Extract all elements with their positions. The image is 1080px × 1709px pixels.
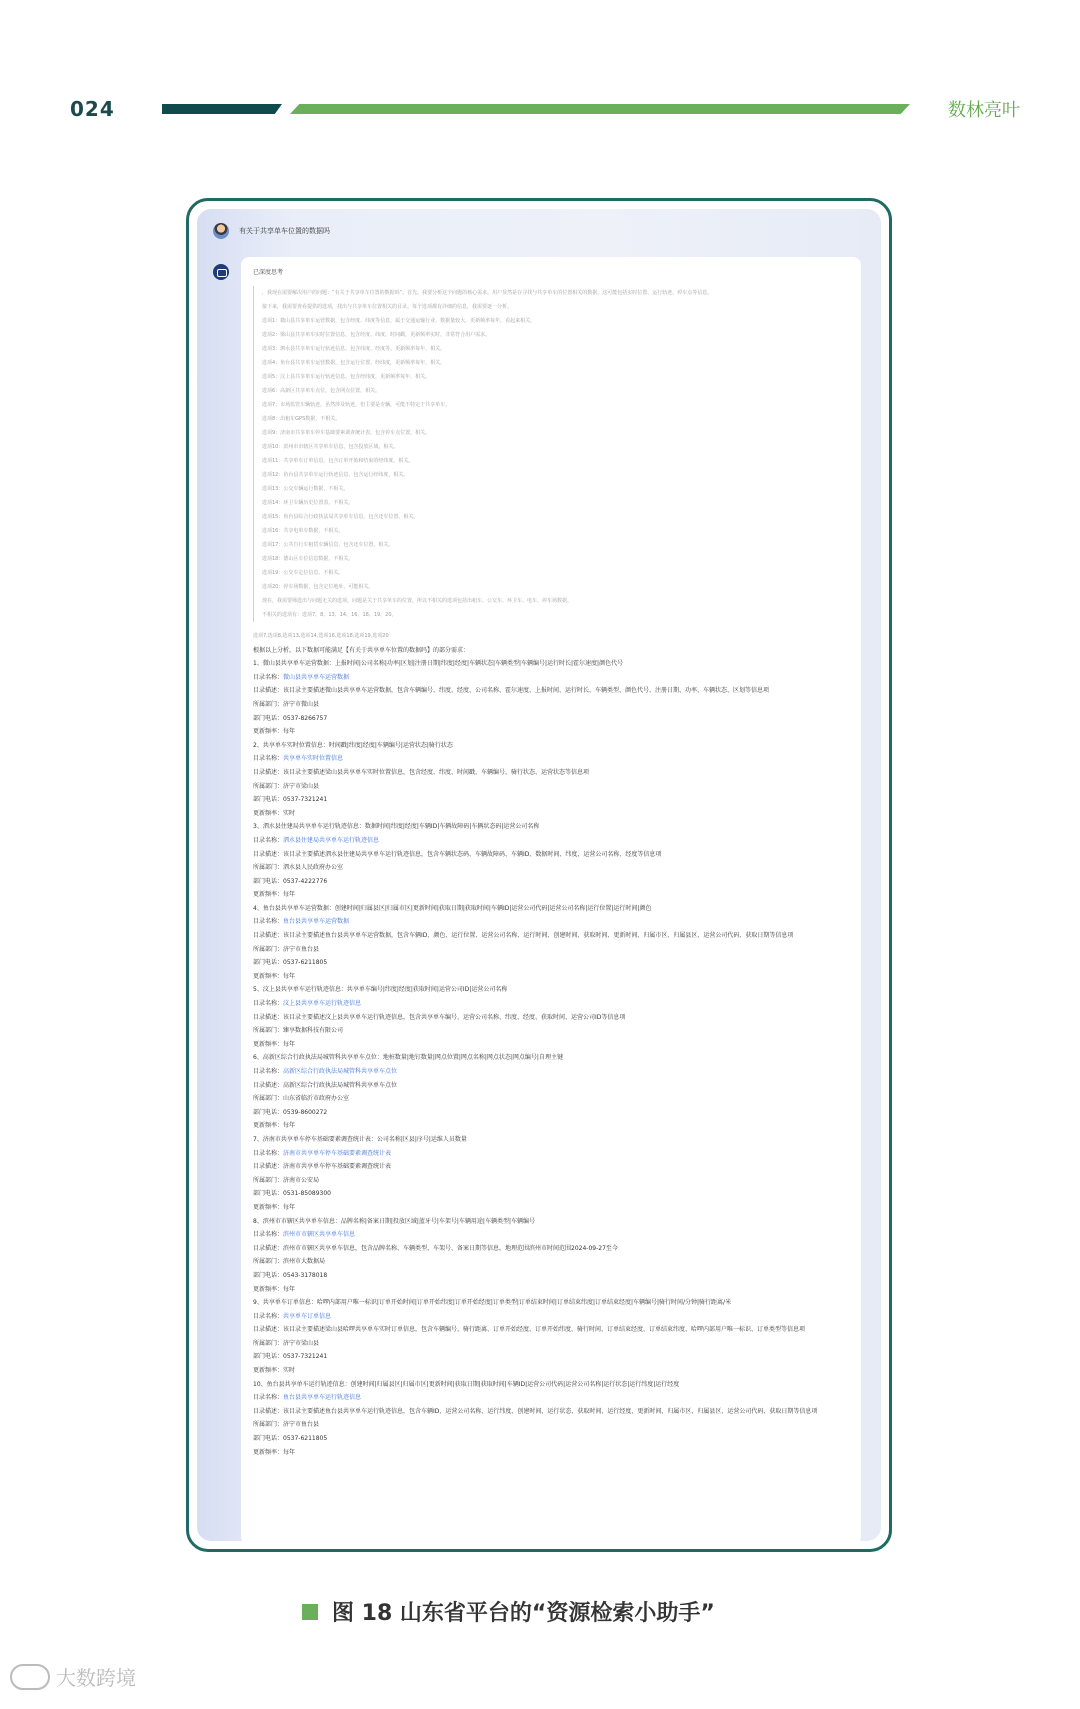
- result-title: 2、共享单车实时位置信息：时间戳|纬度|经度|车辆编号|运营状态|骑行状态: [253, 741, 453, 749]
- result-phone-value: 0537-7321241: [283, 1353, 328, 1361]
- result-freq-value: 实时: [283, 809, 296, 817]
- result-dept-row: [253, 1337, 849, 1351]
- result-desc-label: 目录描述：: [253, 850, 284, 858]
- watermark-text: 大数跨境: [56, 1666, 136, 1690]
- thinking-line: ，我现在需要解决用户的问题：“有关于共享单车位置的数据吗”。首先，我要分析这个问题的核心需求。用户显然是在寻找与共享单车的位置相关的数据，这可能包括实时位置、运行轨迹、停车点等信息。: [262, 290, 713, 296]
- figure-caption: [302, 1596, 715, 1627]
- result-title: 10、鱼台县共享单车运行轨迹信息：创建时间|归属县区|归属市区|更新时间|获取日期|获取时间|车辆ID|运营公司代码|运营公司名称|运行状态|运行纬度|运行经度: [253, 1380, 680, 1388]
- user-avatar: [213, 223, 229, 239]
- catalog-link[interactable]: 汶上县共享单车运行轨迹信息: [283, 1000, 362, 1008]
- thinking-line: 选项15：鱼台县综合行政执法局共享单车信息，包含还车位置，相关。: [262, 514, 419, 520]
- thinking-line: 选项12：鱼台县共享单车运行轨迹信息，包含运行经纬度，相关。: [262, 472, 409, 478]
- thinking-line: 选项3：泗水县共享单车运行轨迹信息，包含纬度、经度等，更新频率每年，相关。: [262, 346, 446, 352]
- brand-name: 数林亮叶: [948, 100, 1020, 121]
- catalog-link[interactable]: 泗水县住建局共享单车运行轨迹信息: [283, 836, 380, 844]
- thinking-line: 选项10：滨州市市辖区共享单车信息，包含投放区域，相关。: [262, 444, 399, 450]
- result-desc-row: [253, 1160, 849, 1174]
- assistant-answer: [241, 257, 861, 1541]
- result-catalog-label: 目录名称：: [253, 755, 284, 763]
- relevant-options: 选项7,选项8,选项13,选项14,选项16,选项18,选项19,选项20: [253, 633, 389, 639]
- result-freq-value: 每年: [283, 891, 296, 899]
- catalog-link[interactable]: 济南市共享单车停车基础要素调查统计表: [283, 1149, 392, 1157]
- result-freq-label: 更新频率：: [253, 1285, 284, 1293]
- result-desc-value: 该目录主要描述泗水县住建局共享单车运行轨迹信息，包含车辆状态码、车辆故障码、车辆ID、数据时间、纬度、运营公司名称、经度等信息项: [283, 850, 662, 858]
- thinking-line: 选项1：微山县共享单车运营数据，包含经度、纬度等信息，属于交通运输行业，数据量较大，更新频率每年，看起来相关。: [262, 318, 536, 324]
- result-desc-label: 目录描述：: [253, 1163, 284, 1171]
- result-catalog-label: 目录名称：: [253, 1394, 284, 1402]
- result-freq-label: 更新频率：: [253, 1448, 284, 1456]
- result-catalog-label: 目录名称：: [253, 836, 284, 844]
- result-dept-value: 臻享数据科技有限公司: [283, 1027, 344, 1035]
- answer-body: [253, 630, 849, 1459]
- screenshot-frame: [186, 198, 892, 1552]
- thinking-block: [253, 286, 849, 622]
- result-phone-row: [253, 1350, 849, 1364]
- thinking-line: 选项4：鱼台县共享单车运营数据，包含运行位置、经纬度，更新频率每年，相关。: [262, 360, 446, 366]
- result-title: 4、鱼台县共享单车运营数据：创建时间|归属县区|归属市区|更新时间|获取日期|获取时间|车辆ID|运营公司代码|运营公司名称|运行位置|运行时间|颜色: [253, 904, 652, 912]
- result-freq-row: [253, 1446, 849, 1460]
- result-dept-label: 所属部门：: [253, 700, 284, 708]
- result-phone-label: 部门电话：: [253, 959, 284, 967]
- result-freq-label: 更新频率：: [253, 1203, 284, 1211]
- catalog-link[interactable]: 滨州市市辖区共享单车信息: [283, 1231, 356, 1239]
- result-catalog-row: [253, 1147, 849, 1161]
- result-phone-row: [253, 1432, 849, 1446]
- result-title: 5、汶上县共享单车运行轨迹信息：共享单车编号|纬度|经度|获取时间|运营公司ID|运营公司名称: [253, 986, 508, 994]
- result-dept-row: [253, 1092, 849, 1106]
- result-title: 6、高新区综合行政执法局城管科共享单车点位：地桩数量|地钉数量|网点位置|网点名称|网点状态|网点编号|自理主键: [253, 1054, 563, 1062]
- result-title: 7、济南市共享单车停车基础要素调查统计表：公司名称|区县|序号|运维人员数量: [253, 1135, 467, 1143]
- thinking-line: 选项18：德山区车位信息数据，不相关。: [262, 556, 354, 562]
- result-dept-label: 所属部门：: [253, 1421, 284, 1429]
- result-catalog-row: [253, 1310, 849, 1324]
- result-desc-label: 目录描述：: [253, 932, 284, 940]
- result-catalog-row: [253, 671, 849, 685]
- thinking-line: 选项17：公共自行车租赁车辆信息，包含还车位置，相关。: [262, 542, 394, 548]
- thinking-line: 现在，我需要筛选出与问题无关的选项，问题是关于共享单车的位置，所以不相关的选项包括出租车、公交车、环卫车、电车、停车场数据。: [262, 598, 573, 604]
- result-phone-value: 0537-4222776: [283, 877, 328, 885]
- result-dept-value: 济南市公安局: [283, 1176, 320, 1184]
- result-catalog-row: [253, 1391, 849, 1405]
- result-dept-label: 所属部门：: [253, 864, 284, 872]
- chat-screen: [197, 209, 881, 1541]
- thinking-line: 选项8：出租车GPS数据，不相关。: [262, 416, 341, 422]
- result-dept-value: 济宁市梁山县: [283, 1339, 320, 1347]
- result-dept-value: 泗水县人民政府办公室: [283, 864, 344, 872]
- result-desc-value: 该目录主要描述梁山县共享单车实时位置信息，包含经度、纬度、时间戳、车辆编号、骑行状态、运营状态等信息项: [283, 768, 590, 776]
- result-catalog-label: 目录名称：: [253, 1312, 284, 1320]
- result-catalog-row: [253, 1228, 849, 1242]
- result-dept-row: [253, 861, 849, 875]
- watermark: [10, 1662, 136, 1691]
- result-freq-label: 更新频率：: [253, 1367, 284, 1375]
- result-dept-value: 济宁市鱼台县: [283, 1421, 320, 1429]
- result-phone-label: 部门电话：: [253, 1190, 284, 1198]
- catalog-link[interactable]: 微山县共享单车运营数据: [283, 673, 350, 681]
- thinking-line: 选项7：市场监管车辆轨迹，虽然涉及轨迹，但主要是专辆，可能不特定于共享单车。: [262, 402, 451, 408]
- result-title: 8、滨州市市辖区共享单车信息：品牌名称|备案日期|投放区域|蓝牙号|车架号|车辆用途|车辆类型|车辆编号: [253, 1217, 535, 1225]
- thinking-line: 选项13：公交车辆运行数据，不相关。: [262, 486, 349, 492]
- result-desc-label: 目录描述：: [253, 1407, 284, 1415]
- header-bar-green: [290, 104, 910, 114]
- result-freq-label: 更新频率：: [253, 728, 284, 736]
- result-desc-row: [253, 684, 849, 698]
- result-desc-row: [253, 1079, 849, 1093]
- result-dept-row: [253, 698, 849, 712]
- result-desc-row: [253, 929, 849, 943]
- header-bar-dark: [162, 104, 282, 114]
- result-freq-value: 每年: [283, 1448, 296, 1456]
- result-freq-label: 更新频率：: [253, 809, 284, 817]
- result-phone-label: 部门电话：: [253, 714, 284, 722]
- result-desc-row: [253, 848, 849, 862]
- result-desc-row: [253, 766, 849, 780]
- result-desc-value: 该目录主要描述汶上县共享单车运行轨迹信息，包含共享单车编号、运营公司名称、纬度、经度、获取时间、运营公司ID等信息项: [283, 1013, 626, 1021]
- result-phone-row: [253, 793, 849, 807]
- result-dept-label: 所属部门：: [253, 782, 284, 790]
- result-desc-value: 该目录主要描述微山县共享单车运营数据，包含车辆编号、纬度、经度、公司名称、霍尔速度、上报时间、运行时长、车辆类型、颜色代号、注册日期、功率、车辆状态、区划等信息项: [283, 687, 770, 695]
- thinking-line: 选项2：梁山县共享单车实时位置信息，包含经度、纬度、时间戳，更新频率实时，非常符合用户需求。: [262, 332, 491, 338]
- result-catalog-row: [253, 915, 849, 929]
- answer-intro: 根据以上分析，以下数据可能满足【有关于共享单车位置的数据吗】的部分需求：: [253, 646, 470, 654]
- result-catalog-label: 目录名称：: [253, 1068, 284, 1075]
- result-phone-value: 0543-3178018: [283, 1271, 328, 1279]
- catalog-link[interactable]: 共享单车实时位置信息: [283, 755, 344, 763]
- thinking-line: 选项11：共享单车订单信息，包含订单开始和结束的经纬度，相关。: [262, 458, 414, 464]
- result-dept-label: 所属部门：: [253, 1258, 284, 1266]
- result-catalog-row: [253, 752, 849, 766]
- result-phone-value: 0537-6211805: [283, 959, 328, 967]
- result-phone-value: 0537-6211805: [283, 1435, 328, 1443]
- result-freq-label: 更新频率：: [253, 1040, 284, 1048]
- result-dept-value: 济宁市微山县: [283, 700, 320, 708]
- result-freq-row: [253, 1038, 849, 1052]
- result-freq-value: 每年: [283, 1122, 296, 1130]
- catalog-link[interactable]: 鱼台县共享单车运营数据: [283, 918, 350, 926]
- result-dept-row: [253, 780, 849, 794]
- result-phone-value: 0539-8600272: [283, 1108, 328, 1116]
- result-desc-value: 济南市共享单车停车基础要素调查统计表: [283, 1163, 392, 1171]
- result-desc-row: [253, 1011, 849, 1025]
- result-desc-label: 目录描述：: [253, 1244, 284, 1252]
- result-freq-row: [253, 1364, 849, 1378]
- result-phone-label: 部门电话：: [253, 1435, 284, 1443]
- result-phone-label: 部门电话：: [253, 1271, 284, 1279]
- bot-icon: [213, 264, 229, 280]
- result-title: 1、微山县共享单车运营数据：上报时间|公司名称|功率|区划|注册日期|纬度|经度|车辆状态|车辆类型|车辆编号|运行时长|霍尔速度|颜色代号: [253, 660, 624, 668]
- result-desc-row: [253, 1405, 849, 1419]
- result-desc-row: [253, 1242, 849, 1256]
- thinking-line: 选项9：济南市共享单车停车基础要素调查统计表，包含停车点位置，相关。: [262, 430, 431, 436]
- result-freq-value: 每年: [283, 728, 296, 736]
- result-desc-value: 滨州市市辖区共享单车信息，包含品牌名称、车辆类型、车架号、备案日期等信息。地理范围滨州市时间范围2024-09-27至今: [283, 1244, 618, 1252]
- result-dept-label: 所属部门：: [253, 1339, 284, 1347]
- result-freq-row: [253, 1201, 849, 1215]
- result-dept-value: 济宁市梁山县: [283, 782, 320, 790]
- thinking-line: 选项5：汶上县共享单车运行轨迹信息，包含经纬度，更新频率每年，相关。: [262, 374, 431, 380]
- caption-square: [302, 1604, 318, 1620]
- thinking-line: 选项20：停车场数据，包含定位地址，可能相关。: [262, 584, 374, 590]
- result-phone-value: 0531-85089300: [283, 1190, 331, 1198]
- result-freq-label: 更新频率：: [253, 972, 284, 980]
- result-catalog-label: 目录名称：: [253, 673, 284, 681]
- page-number: 024: [70, 97, 115, 121]
- result-freq-row: [253, 970, 849, 984]
- result-freq-value: 实时: [283, 1367, 296, 1375]
- result-freq-row: [253, 1119, 849, 1133]
- result-desc-label: 目录描述：: [253, 1326, 284, 1334]
- result-phone-label: 部门电话：: [253, 796, 284, 804]
- result-dept-value: 滨州市大数据局: [283, 1258, 326, 1266]
- result-dept-label: 所属部门：: [253, 1176, 284, 1184]
- result-freq-value: 每年: [283, 972, 296, 980]
- result-freq-value: 每年: [283, 1285, 296, 1293]
- result-dept-row: [253, 1024, 849, 1038]
- result-freq-label: 更新频率：: [253, 891, 284, 899]
- result-desc-value: 该目录主要描述梁山县哈啰共享单车实时订单信息，包含车辆编号、骑行距离、订单开始经度、订单开始纬度、骑行时间、订单结束经度、订单结束纬度、哈啰内部用户唯一标识、订单类型等信息项: [283, 1326, 806, 1334]
- caption-text: 图 18 山东省平台的“资源检索小助手”: [332, 1601, 715, 1626]
- result-dept-row: [253, 1418, 849, 1432]
- result-desc-label: 目录描述：: [253, 687, 284, 695]
- catalog-link[interactable]: 鱼台县共享单车运行轨迹信息: [283, 1394, 362, 1402]
- result-phone-row: [253, 1106, 849, 1120]
- result-catalog-row: [253, 834, 849, 848]
- result-desc-value: 该目录主要描述鱼台县共享单车运行轨迹信息，包含车辆ID、运营公司名称、运行纬度、创建时间、运行状态、获取时间、运行经度、更新时间、归属市区、归属县区、运营公司代码、获取日期等信息项: [283, 1407, 818, 1415]
- result-dept-value: 山东省临沂市政府办公室: [283, 1095, 350, 1103]
- result-catalog-label: 目录名称：: [253, 918, 284, 926]
- result-freq-row: [253, 807, 849, 821]
- result-catalog-label: 目录名称：: [253, 1231, 284, 1239]
- thinking-line: 选项16：共享电单车数据，不相关。: [262, 528, 344, 534]
- thinking-title: 已深度思考: [253, 269, 284, 276]
- result-desc-value: 高新区综合行政执法局城管科共享单车点位: [283, 1081, 398, 1089]
- result-dept-row: [253, 943, 849, 957]
- result-phone-row: [253, 875, 849, 889]
- result-desc-value: 该目录主要描述鱼台县共享单车运营数据，包含车辆ID、颜色、运行位置、运营公司名称、运行时间、创建时间、获取时间、更新时间、归属市区、归属县区、运营公司代码、获取日期等信息项: [283, 932, 794, 940]
- thinking-line: 接下来，我需要查看提供的选项，找出与共享单车位置相关的目录。每个选项都有详细的信息，我需要逐一分析。: [262, 304, 513, 310]
- result-desc-row: [253, 1323, 849, 1337]
- result-desc-label: 目录描述：: [253, 1013, 284, 1021]
- result-desc-label: 目录描述：: [253, 768, 284, 776]
- result-dept-label: 所属部门：: [253, 1095, 284, 1103]
- result-catalog-row: [253, 1065, 849, 1079]
- result-freq-row: [253, 888, 849, 902]
- catalog-link[interactable]: 共享单车订单信息: [283, 1312, 332, 1320]
- thinking-line: 选项14：环卫车辆历史位置表，不相关。: [262, 500, 354, 506]
- result-phone-label: 部门电话：: [253, 1108, 284, 1116]
- result-freq-label: 更新频率：: [253, 1122, 284, 1130]
- result-phone-label: 部门电话：: [253, 1353, 284, 1361]
- user-question: 有关于共享单车位置的数据吗: [239, 227, 330, 235]
- result-dept-label: 所属部门：: [253, 945, 284, 953]
- result-phone-row: [253, 1269, 849, 1283]
- thinking-line: 选项19：公交车定位信息，不相关。: [262, 570, 344, 576]
- result-desc-label: 目录描述：: [253, 1081, 284, 1089]
- result-freq-row: [253, 1283, 849, 1297]
- thinking-line: 不相关的选项有：选项7、8、13、14、16、18、19、20。: [262, 612, 397, 618]
- result-phone-value: 0537-7321241: [283, 796, 328, 804]
- result-freq-value: 每年: [283, 1040, 296, 1048]
- result-phone-row: [253, 712, 849, 726]
- thinking-line: 选项6：高新区共享单车点位，包含网点位置，相关。: [262, 388, 381, 394]
- result-dept-value: 济宁市鱼台县: [283, 945, 320, 953]
- user-message: [213, 223, 330, 239]
- result-phone-value: 0537-8266757: [283, 714, 328, 722]
- result-dept-row: [253, 1255, 849, 1269]
- result-phone-row: [253, 956, 849, 970]
- result-phone-label: 部门电话：: [253, 877, 284, 885]
- result-catalog-label: 目录名称：: [253, 1149, 284, 1157]
- result-freq-row: [253, 725, 849, 739]
- result-catalog-row: [253, 997, 849, 1011]
- catalog-link[interactable]: 高新区综合行政执法局城管科共享单车点位: [283, 1068, 398, 1075]
- result-dept-label: 所属部门：: [253, 1027, 284, 1035]
- result-freq-value: 每年: [283, 1203, 296, 1211]
- result-phone-row: [253, 1187, 849, 1201]
- result-catalog-label: 目录名称：: [253, 1000, 284, 1008]
- result-title: 3、泗水县住建局共享单车运行轨迹信息：数据时间|纬度|经度|车辆ID|车辆故障码|车辆状态码|运营公司名称: [253, 823, 540, 831]
- watermark-logo: [10, 1664, 50, 1690]
- result-dept-row: [253, 1174, 849, 1188]
- result-title: 9、共享单车订单信息：哈啰内部用户唯一标识|订单开始时间|订单开始纬度|订单开始经度|订单类型|订单结束时间|订单结束纬度|订单结束经度|车辆编号|骑行时间/分钟|骑行距离/米: [253, 1299, 732, 1307]
